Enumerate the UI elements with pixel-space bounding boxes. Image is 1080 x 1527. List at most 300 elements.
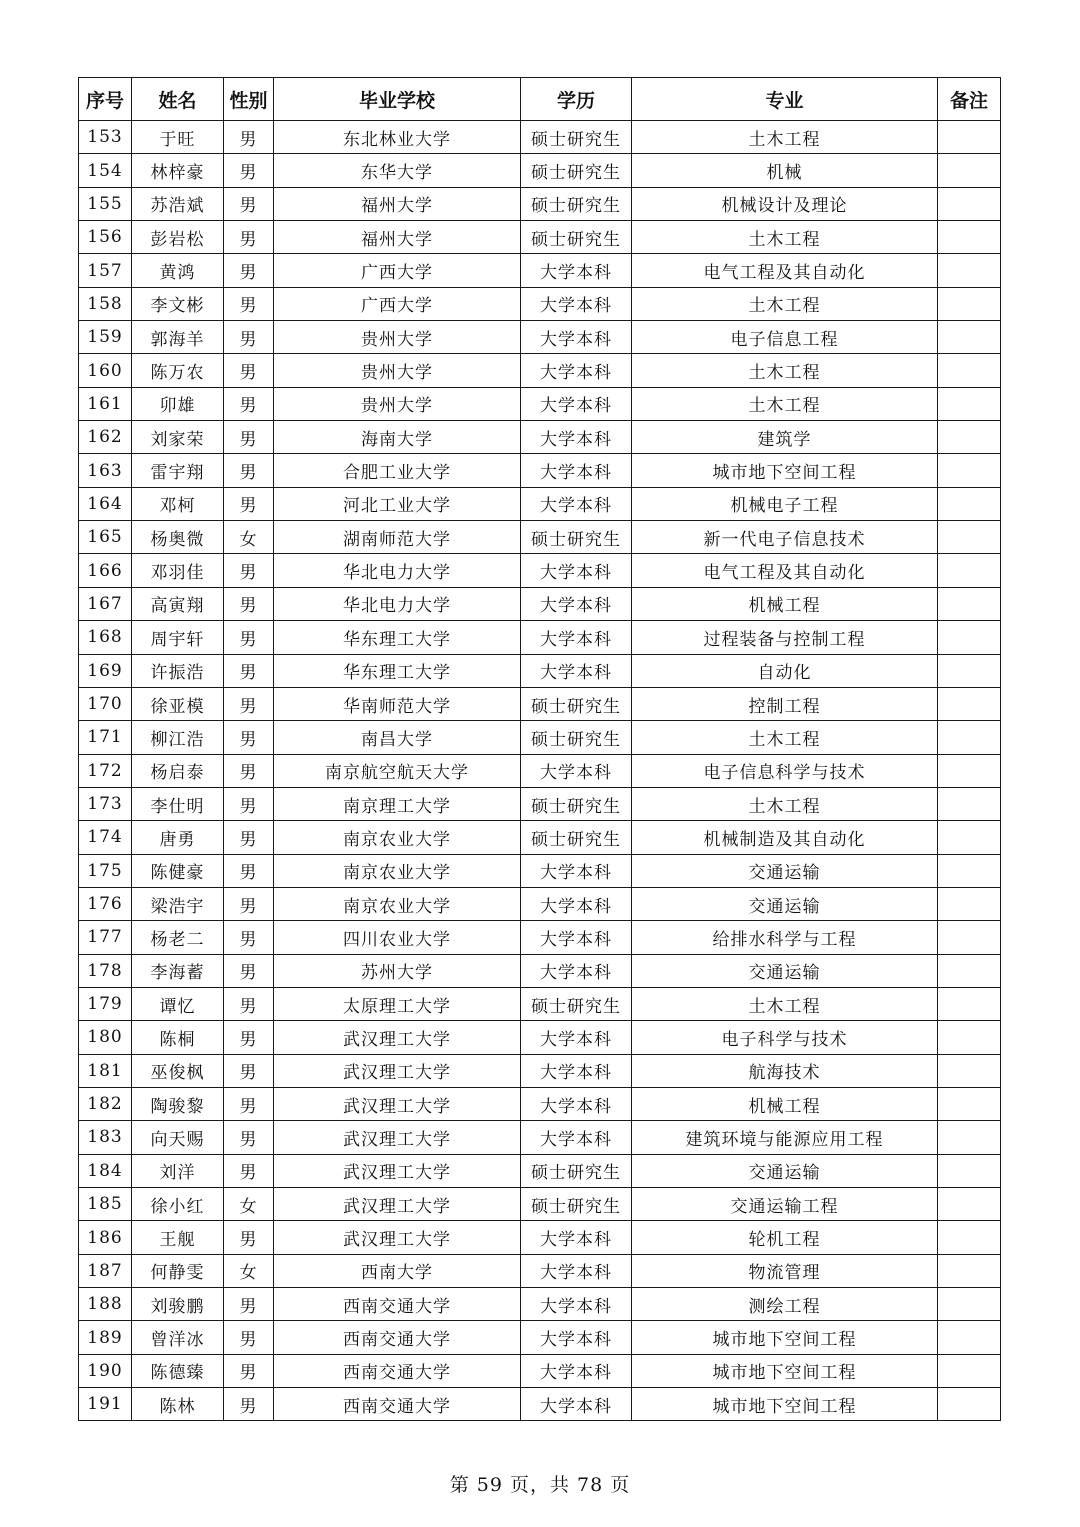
cell-degree: 大学本科 [521,654,632,687]
cell-seq: 175 [79,854,132,887]
cell-remarks [938,1221,1001,1254]
cell-seq: 159 [79,321,132,354]
table-row [79,1354,1001,1387]
cell-major: 建筑学 [632,421,938,454]
cell-major: 土木工程 [632,354,938,387]
cell-remarks [938,187,1001,220]
cell-school: 南京农业大学 [274,821,521,854]
cell-remarks [938,254,1001,287]
table-row [79,1388,1001,1421]
cell-seq: 161 [79,387,132,420]
cell-seq: 173 [79,787,132,820]
cell-gender: 男 [224,121,274,154]
cell-school: 武汉理工大学 [274,1021,521,1054]
cell-gender: 男 [224,1354,274,1387]
cell-major: 机械制造及其自动化 [632,821,938,854]
cell-degree: 大学本科 [521,387,632,420]
cell-remarks [938,1388,1001,1421]
cell-seq: 179 [79,987,132,1020]
cell-remarks [938,387,1001,420]
cell-major: 机械设计及理论 [632,187,938,220]
cell-remarks [938,1087,1001,1120]
cell-major: 物流管理 [632,1254,938,1287]
cell-seq: 177 [79,921,132,954]
cell-school: 贵州大学 [274,321,521,354]
cell-degree: 大学本科 [521,1254,632,1287]
cell-degree: 硕士研究生 [521,821,632,854]
cell-school: 福州大学 [274,221,521,254]
cell-major: 土木工程 [632,787,938,820]
table-row [79,887,1001,920]
cell-major: 土木工程 [632,121,938,154]
cell-degree: 大学本科 [521,487,632,520]
cell-degree: 大学本科 [521,921,632,954]
cell-gender: 男 [224,1021,274,1054]
cell-remarks [938,587,1001,620]
cell-remarks [938,954,1001,987]
cell-seq: 171 [79,721,132,754]
table-row [79,1154,1001,1187]
cell-degree: 硕士研究生 [521,721,632,754]
table-row [79,287,1001,320]
cell-seq: 158 [79,287,132,320]
table-row [79,187,1001,220]
table-row [79,654,1001,687]
cell-major: 土木工程 [632,287,938,320]
cell-school: 南京农业大学 [274,887,521,920]
cell-gender: 男 [224,321,274,354]
table-row [79,821,1001,854]
cell-school: 武汉理工大学 [274,1221,521,1254]
header-seq: 序号 [79,78,132,121]
cell-major: 机械工程 [632,587,938,620]
cell-gender: 女 [224,521,274,554]
cell-degree: 大学本科 [521,1121,632,1154]
cell-major: 电子信息科学与技术 [632,754,938,787]
table-row [79,1054,1001,1087]
cell-name: 梁浩宇 [132,887,224,920]
cell-remarks [938,454,1001,487]
cell-degree: 硕士研究生 [521,154,632,187]
cell-gender: 男 [224,354,274,387]
cell-seq: 167 [79,587,132,620]
cell-seq: 188 [79,1288,132,1321]
cell-degree: 硕士研究生 [521,1154,632,1187]
cell-degree: 大学本科 [521,1221,632,1254]
cell-degree: 大学本科 [521,754,632,787]
cell-degree: 大学本科 [521,1087,632,1120]
table-row [79,354,1001,387]
cell-remarks [938,654,1001,687]
cell-name: 谭忆 [132,987,224,1020]
cell-remarks [938,621,1001,654]
cell-remarks [938,1121,1001,1154]
cell-gender: 女 [224,1254,274,1287]
cell-gender: 男 [224,1388,274,1421]
cell-school: 南京航空航天大学 [274,754,521,787]
cell-degree: 大学本科 [521,1054,632,1087]
cell-seq: 165 [79,521,132,554]
cell-degree: 大学本科 [521,954,632,987]
cell-school: 河北工业大学 [274,487,521,520]
cell-school: 华北电力大学 [274,587,521,620]
cell-seq: 164 [79,487,132,520]
cell-degree: 硕士研究生 [521,1188,632,1221]
cell-major: 电子信息工程 [632,321,938,354]
cell-school: 南昌大学 [274,721,521,754]
cell-seq: 160 [79,354,132,387]
cell-seq: 183 [79,1121,132,1154]
cell-seq: 190 [79,1354,132,1387]
cell-major: 土木工程 [632,987,938,1020]
cell-seq: 187 [79,1254,132,1287]
cell-school: 西南交通大学 [274,1354,521,1387]
table-row [79,987,1001,1020]
cell-gender: 男 [224,1054,274,1087]
cell-degree: 大学本科 [521,1388,632,1421]
cell-gender: 男 [224,787,274,820]
cell-name: 许振浩 [132,654,224,687]
table-row [79,1021,1001,1054]
cell-gender: 男 [224,1221,274,1254]
cell-school: 西南交通大学 [274,1388,521,1421]
cell-degree: 大学本科 [521,1021,632,1054]
cell-degree: 大学本科 [521,321,632,354]
cell-name: 陈德臻 [132,1354,224,1387]
cell-school: 西南交通大学 [274,1321,521,1354]
cell-major: 电子科学与技术 [632,1021,938,1054]
cell-school: 华东理工大学 [274,621,521,654]
cell-degree: 硕士研究生 [521,521,632,554]
cell-name: 周宇轩 [132,621,224,654]
table-row [79,754,1001,787]
cell-major: 测绘工程 [632,1288,938,1321]
cell-major: 电气工程及其自动化 [632,254,938,287]
cell-major: 机械 [632,154,938,187]
cell-gender: 男 [224,854,274,887]
cell-remarks [938,754,1001,787]
cell-major: 交通运输 [632,1154,938,1187]
cell-remarks [938,554,1001,587]
cell-seq: 176 [79,887,132,920]
page-footer: 第 59 页，共 78 页 [449,1474,631,1496]
cell-degree: 硕士研究生 [521,221,632,254]
cell-name: 杨奥微 [132,521,224,554]
table-row [79,721,1001,754]
cell-name: 李海蓄 [132,954,224,987]
table-row [79,787,1001,820]
cell-major: 交通运输 [632,854,938,887]
cell-seq: 170 [79,687,132,720]
cell-school: 南京农业大学 [274,854,521,887]
cell-gender: 男 [224,654,274,687]
cell-name: 杨启泰 [132,754,224,787]
cell-name: 何静雯 [132,1254,224,1287]
cell-name: 邓柯 [132,487,224,520]
table-row [79,554,1001,587]
cell-remarks [938,1288,1001,1321]
header-gender: 性别 [224,78,274,121]
table-row [79,1221,1001,1254]
cell-remarks [938,721,1001,754]
cell-seq: 172 [79,754,132,787]
cell-name: 高寅翔 [132,587,224,620]
cell-seq: 154 [79,154,132,187]
cell-name: 雷宇翔 [132,454,224,487]
cell-major: 城市地下空间工程 [632,1388,938,1421]
cell-major: 给排水科学与工程 [632,921,938,954]
header-name: 姓名 [132,78,224,121]
table-row [79,1288,1001,1321]
table-row [79,521,1001,554]
cell-remarks [938,354,1001,387]
cell-degree: 硕士研究生 [521,687,632,720]
cell-seq: 178 [79,954,132,987]
cell-remarks [938,1021,1001,1054]
table-row [79,454,1001,487]
cell-school: 华南师范大学 [274,687,521,720]
cell-gender: 男 [224,954,274,987]
cell-seq: 168 [79,621,132,654]
cell-school: 四川农业大学 [274,921,521,954]
cell-name: 李文彬 [132,287,224,320]
cell-school: 广西大学 [274,287,521,320]
cell-degree: 大学本科 [521,287,632,320]
cell-remarks [938,121,1001,154]
cell-school: 太原理工大学 [274,987,521,1020]
cell-remarks [938,1321,1001,1354]
cell-name: 唐勇 [132,821,224,854]
cell-name: 刘骏鹏 [132,1288,224,1321]
cell-seq: 182 [79,1087,132,1120]
cell-remarks [938,1154,1001,1187]
table-row [79,687,1001,720]
cell-remarks [938,321,1001,354]
cell-school: 湖南师范大学 [274,521,521,554]
cell-degree: 大学本科 [521,1321,632,1354]
cell-degree: 大学本科 [521,254,632,287]
cell-gender: 女 [224,1188,274,1221]
cell-degree: 大学本科 [521,621,632,654]
cell-major: 城市地下空间工程 [632,454,938,487]
cell-degree: 大学本科 [521,421,632,454]
cell-seq: 174 [79,821,132,854]
cell-school: 贵州大学 [274,354,521,387]
cell-name: 彭岩松 [132,221,224,254]
table-row [79,954,1001,987]
cell-school: 西南大学 [274,1254,521,1287]
cell-major: 交通运输 [632,887,938,920]
header-major: 专业 [632,78,938,121]
cell-name: 郭海羊 [132,321,224,354]
cell-name: 陈健豪 [132,854,224,887]
cell-school: 合肥工业大学 [274,454,521,487]
cell-name: 卯雄 [132,387,224,420]
cell-school: 东华大学 [274,154,521,187]
cell-gender: 男 [224,987,274,1020]
table-row [79,1254,1001,1287]
cell-remarks [938,921,1001,954]
cell-major: 航海技术 [632,1054,938,1087]
table-row [79,1321,1001,1354]
table-row [79,154,1001,187]
cell-degree: 硕士研究生 [521,787,632,820]
cell-remarks [938,221,1001,254]
cell-gender: 男 [224,221,274,254]
cell-school: 武汉理工大学 [274,1054,521,1087]
cell-gender: 男 [224,421,274,454]
cell-name: 陶骏黎 [132,1087,224,1120]
cell-gender: 男 [224,287,274,320]
cell-seq: 162 [79,421,132,454]
cell-remarks [938,154,1001,187]
header-remarks: 备注 [938,78,1001,121]
cell-name: 曾洋冰 [132,1321,224,1354]
cell-major: 交通运输 [632,954,938,987]
cell-degree: 大学本科 [521,354,632,387]
cell-gender: 男 [224,554,274,587]
table-body [79,121,1001,1421]
cell-name: 于旺 [132,121,224,154]
table-row [79,921,1001,954]
header-school: 毕业学校 [274,78,521,121]
cell-name: 向天赐 [132,1121,224,1154]
table-row [79,854,1001,887]
table-row [79,321,1001,354]
cell-name: 刘洋 [132,1154,224,1187]
cell-gender: 男 [224,921,274,954]
cell-degree: 硕士研究生 [521,121,632,154]
cell-major: 电气工程及其自动化 [632,554,938,587]
table-row [79,387,1001,420]
cell-school: 苏州大学 [274,954,521,987]
cell-major: 交通运输工程 [632,1188,938,1221]
header-row [79,78,1001,121]
cell-major: 城市地下空间工程 [632,1354,938,1387]
cell-seq: 155 [79,187,132,220]
cell-remarks [938,487,1001,520]
table-row [79,1121,1001,1154]
cell-remarks [938,787,1001,820]
cell-gender: 男 [224,1321,274,1354]
cell-degree: 大学本科 [521,587,632,620]
cell-major: 过程装备与控制工程 [632,621,938,654]
cell-major: 轮机工程 [632,1221,938,1254]
cell-remarks [938,887,1001,920]
cell-remarks [938,1054,1001,1087]
cell-gender: 男 [224,387,274,420]
cell-major: 机械电子工程 [632,487,938,520]
table-row [79,587,1001,620]
cell-major: 建筑环境与能源应用工程 [632,1121,938,1154]
cell-seq: 166 [79,554,132,587]
cell-school: 海南大学 [274,421,521,454]
cell-degree: 硕士研究生 [521,187,632,220]
cell-seq: 189 [79,1321,132,1354]
header-degree: 学历 [521,78,632,121]
cell-gender: 男 [224,187,274,220]
cell-name: 王舰 [132,1221,224,1254]
cell-name: 陈林 [132,1388,224,1421]
cell-seq: 180 [79,1021,132,1054]
cell-gender: 男 [224,621,274,654]
cell-remarks [938,854,1001,887]
cell-school: 华东理工大学 [274,654,521,687]
cell-degree: 硕士研究生 [521,987,632,1020]
cell-school: 华北电力大学 [274,554,521,587]
cell-name: 刘家荣 [132,421,224,454]
cell-school: 东北林业大学 [274,121,521,154]
cell-degree: 大学本科 [521,554,632,587]
cell-school: 武汉理工大学 [274,1087,521,1120]
cell-gender: 男 [224,1121,274,1154]
cell-seq: 181 [79,1054,132,1087]
cell-degree: 大学本科 [521,1354,632,1387]
cell-remarks [938,421,1001,454]
cell-major: 城市地下空间工程 [632,1321,938,1354]
cell-remarks [938,687,1001,720]
cell-gender: 男 [224,254,274,287]
cell-major: 自动化 [632,654,938,687]
table-row [79,254,1001,287]
cell-name: 李仕明 [132,787,224,820]
cell-gender: 男 [224,487,274,520]
cell-name: 巫俊枫 [132,1054,224,1087]
cell-seq: 169 [79,654,132,687]
cell-remarks [938,821,1001,854]
table-row [79,621,1001,654]
cell-major: 土木工程 [632,721,938,754]
table-row [79,221,1001,254]
cell-major: 土木工程 [632,387,938,420]
cell-degree: 大学本科 [521,854,632,887]
cell-degree: 大学本科 [521,887,632,920]
cell-gender: 男 [224,154,274,187]
roster-table [78,77,1001,1421]
cell-name: 苏浩斌 [132,187,224,220]
cell-school: 福州大学 [274,187,521,220]
cell-gender: 男 [224,754,274,787]
cell-gender: 男 [224,821,274,854]
cell-name: 陈桐 [132,1021,224,1054]
cell-gender: 男 [224,1087,274,1120]
cell-major: 控制工程 [632,687,938,720]
table-row [79,1188,1001,1221]
cell-name: 徐亚模 [132,687,224,720]
cell-remarks [938,521,1001,554]
cell-seq: 184 [79,1154,132,1187]
table-row [79,487,1001,520]
cell-seq: 156 [79,221,132,254]
cell-name: 黄鸿 [132,254,224,287]
cell-degree: 大学本科 [521,1288,632,1321]
table-row [79,421,1001,454]
cell-seq: 185 [79,1188,132,1221]
cell-gender: 男 [224,587,274,620]
cell-gender: 男 [224,721,274,754]
cell-seq: 191 [79,1388,132,1421]
cell-name: 柳江浩 [132,721,224,754]
cell-gender: 男 [224,687,274,720]
cell-remarks [938,1188,1001,1221]
cell-seq: 163 [79,454,132,487]
cell-name: 陈万农 [132,354,224,387]
cell-school: 武汉理工大学 [274,1154,521,1187]
cell-gender: 男 [224,1154,274,1187]
cell-school: 广西大学 [274,254,521,287]
cell-degree: 大学本科 [521,454,632,487]
table-row [79,121,1001,154]
